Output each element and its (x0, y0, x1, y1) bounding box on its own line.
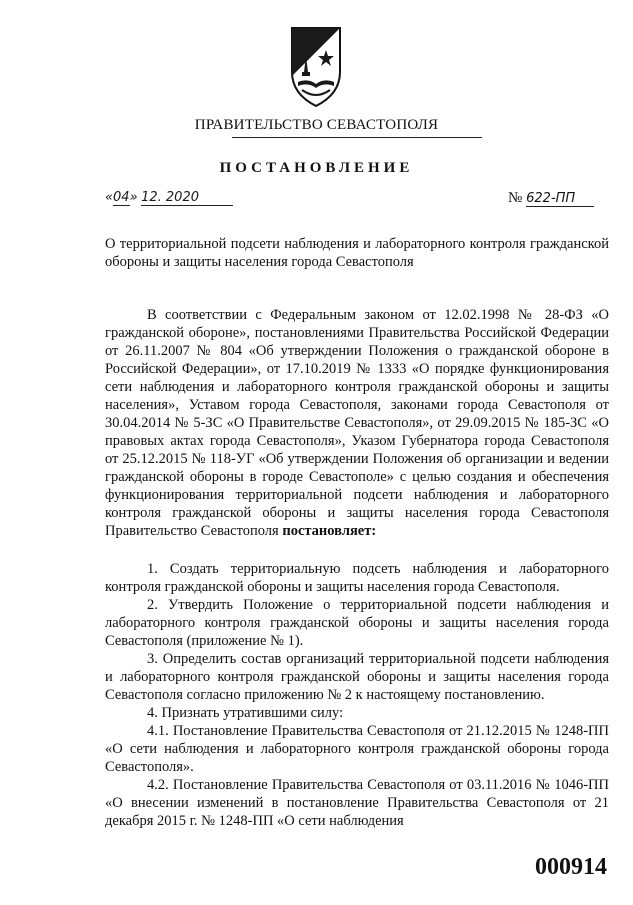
date-day: 04 (113, 190, 130, 205)
document-date (105, 190, 233, 206)
item-3: 3. Определить состав организаций территориальной подсети наблюдения и лабораторного контроля гражданской обороны и защиты населения города Севастополя согласно приложению № 2 к настоящему постановлению. (105, 651, 609, 703)
document-subject: О территориальной подсети наблюдения и лабораторного контроля гражданской обороны и защиты населения города Севастополя (105, 236, 609, 270)
item-4: 4. Признать утратившими силу: (147, 705, 344, 721)
number-value: 622-ПП (526, 191, 594, 207)
date-month-year: 12. 2020 (141, 190, 233, 206)
item-4-2: 4.2. Постановление Правительства Севастополя от 03.11.2016 № 1046-ПП «О внесении изменений в постановление Правительства Севастополя от 21 декабря 2015 г. № 1248-ПП «О сети наблюдения (105, 777, 609, 829)
item-1: 1. Создать территориальную подсеть наблюдения и лабораторного контроля гражданской обороны и защиты населения города Севастополя. (105, 561, 609, 595)
decree-word: постановляет (282, 523, 372, 539)
item-4-1: 4.1. Постановление Правительства Севастополя от 21.12.2015 № 1248-ПП «О сети наблюдения и лабораторного контроля гражданской обороны города Севастополя». (105, 723, 609, 775)
document-type: ПОСТАНОВЛЕНИЕ (219, 160, 414, 176)
document-serial-number: 000914 (535, 854, 607, 880)
government-name: ПРАВИТЕЛЬСТВО СЕВАСТОПОЛЯ (194, 117, 439, 133)
decree-colon: : (371, 523, 377, 539)
preamble-text: В соответствии с Федеральным законом от 12.02.1998 № 28-ФЗ «О гражданской обороне», постановлениями Правительства Российской Федерации от 26.11.2007 № 804 «Об утверждении Положения о гражданской обороне в Российской Федерации», от 17.10.2019 № 1333 «О порядке функционирования сети наблюдения и лабораторного контроля гражданской обороны и защиты населения», Уставом города Севастополя, законами города Севастополя от 30.04.2014 № 5-ЗС «О Правительстве Севастополя», от 29.09.2015 № 185-ЗС «О правовых актах города Севастополя», Указом Губернатора города Севастополя от 25.12.2015 № 118-УГ «Об утверждении Положения об организации и ведении гражданской обороны в городе Севастополе» с целью создания и обеспечения функционирования территориальной подсети наблюдения и лабораторного контроля гражданской обороны и защиты населения города Севастополя Правительство Севастополя (105, 307, 609, 539)
date-close-quote: » (129, 190, 138, 205)
preamble-paragraph (105, 306, 609, 540)
document-number (508, 190, 594, 207)
date-open-quote: « (105, 190, 114, 205)
number-sign: № (508, 190, 523, 206)
item-2: 2. Утвердить Положение о территориальной подсети наблюдения и лабораторного контроля гражданской обороны и защиты населения города Севастополя (приложение № 1). (105, 597, 609, 649)
header-divider (232, 137, 482, 138)
document-body (105, 306, 609, 830)
coat-of-arms-emblem (288, 26, 344, 108)
